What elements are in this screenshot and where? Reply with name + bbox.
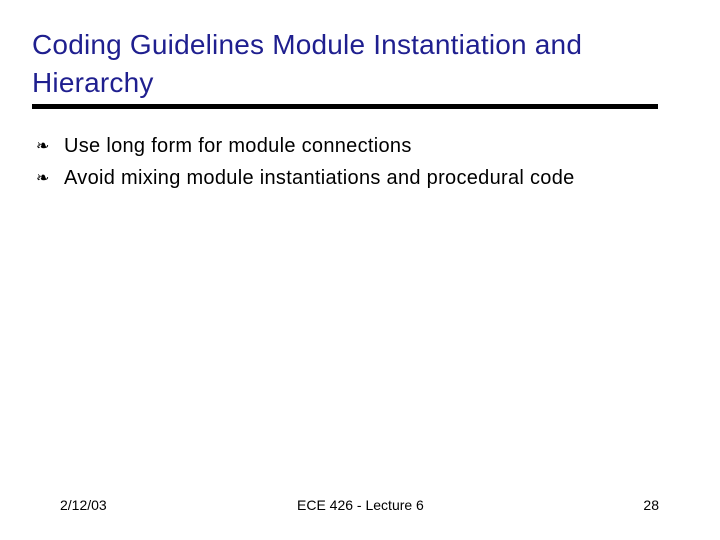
bullet-item [32,130,672,162]
bullet-text: Avoid mixing module instantiations and procedural code [64,167,575,189]
bullet-list [32,130,672,194]
bullet-icon: ❧ [36,136,50,155]
bullet-icon: ❧ [36,168,50,187]
footer-course-label: ECE 426 - Lecture 6 [297,497,424,513]
bullet-text: Use long form for module connections [64,135,412,157]
footer-page-number: 28 [643,497,659,513]
title-divider [32,104,658,109]
footer-date: 2/12/03 [60,497,107,513]
bullet-item [32,162,672,194]
slide-title: Coding Guidelines Module Instantiation and Hierarchy [32,29,583,98]
